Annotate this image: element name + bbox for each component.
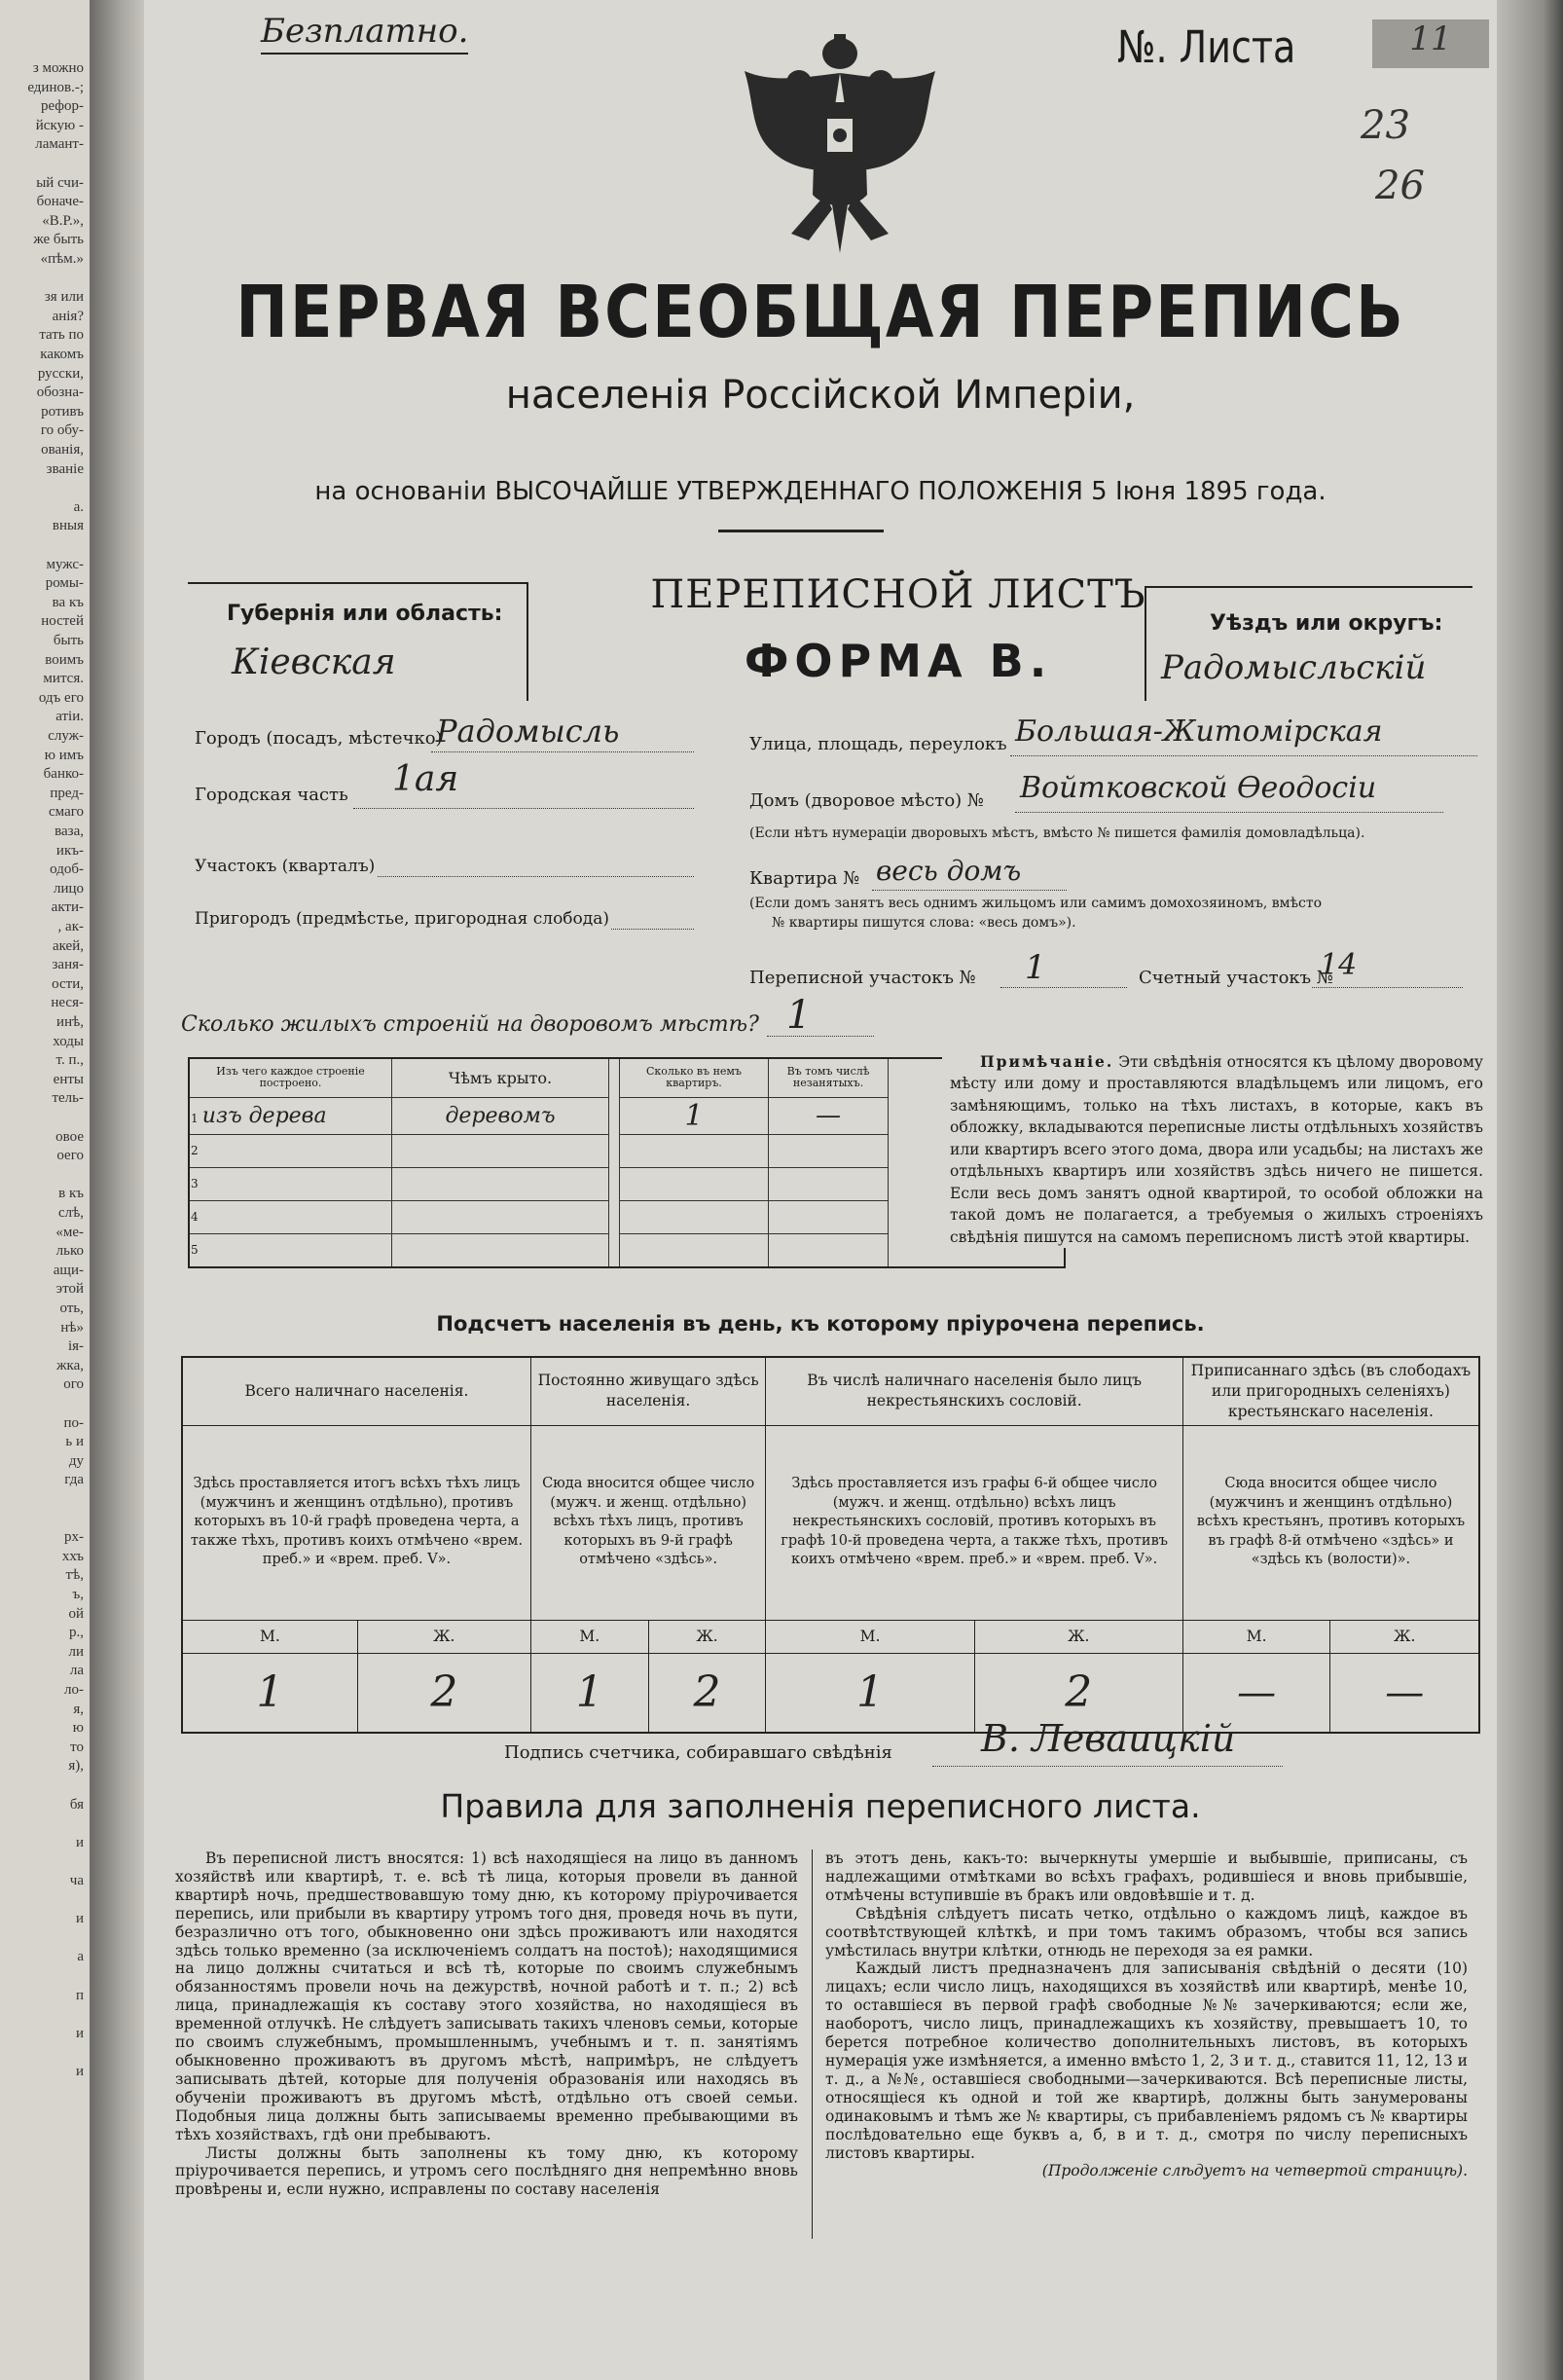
margin-text-line: смаго [49,804,84,821]
female-header: Ж. [974,1620,1182,1653]
street-value[interactable]: Большая-Житомірская [1015,714,1383,749]
margin-text-line: оего [56,1148,84,1164]
margin-text-line: нѣ» [60,1319,84,1336]
page-stack-edge [1497,0,1563,2380]
col-desc-peasant: Сюда вносится общее число (мужчинъ и женщинъ отдѣльно) всѣхъ крестьянъ, противъ которыхъ въ графѣ 8-й отмѣчено «здѣсь» и «здѣсь къ (волости)». [1182,1425,1479,1620]
margin-text-line: ія- [67,1338,84,1355]
margin-text-line: я), [68,1758,84,1775]
page-subtitle: населенія Россійской Имперіи, [505,373,1136,418]
margin-text-line: мится. [43,671,84,687]
house-value[interactable]: Войтковской Өеодосіи [1020,771,1377,805]
col-head-total: Всего наличнаго населенія. [182,1357,530,1425]
buildings-table [188,1057,1066,1268]
margin-text-line: русски, [37,365,84,382]
female-header: Ж. [357,1620,530,1653]
row-number: 4 [191,1209,199,1224]
note-title: Примѣчаніе. [980,1052,1114,1071]
row-number: 1 [191,1111,199,1125]
margin-text-line: тать по [39,327,84,344]
peasant-male-count[interactable]: — [1182,1653,1330,1733]
col-desc-non-peasant: Здѣсь проставляется изъ графы 6-й общее число (мужч. и женщ. отдѣльно) всѣхъ лицъ некрестьянскихъ сословій, противъ которыхъ въ графѣ 10-й проведена черта, а также тѣхъ, противъ коихъ отмѣчено «врем. преб.» и «врем. преб. V». [766,1425,1182,1620]
margin-text-line: бя [69,1796,84,1812]
margin-text-line: тель- [52,1090,84,1107]
margin-text-line: обозна- [36,384,84,401]
margin-text-line: анія? [52,308,84,324]
legal-basis: на основаніи ВЫСОЧАЙШЕ УТВЕРЖДЕННАГО ПОЛОЖЕНІЯ 5 Іюня 1895 года. [314,477,1327,506]
margin-text-line: одъ его [38,689,84,706]
margin-text-line: ъ, [72,1587,84,1602]
district-label: Уѣздъ или округъ: [1210,611,1443,636]
margin-text-line: неся- [51,995,84,1011]
margin-text-line: пред- [50,785,84,801]
margin-text-line: ламант- [35,136,84,153]
margin-text-line: ости, [52,975,84,992]
province-label: Губернія или область: [227,602,503,626]
margin-text-line: слѣ, [57,1205,84,1221]
province-box [188,582,528,701]
margin-text-line: служ- [48,728,84,744]
row-number: 2 [191,1143,199,1157]
roof-cell[interactable]: деревомъ [392,1097,609,1134]
margin-text-line: «В.Р.», [42,212,84,229]
city-part-value[interactable]: 1ая [392,759,459,799]
margin-text-line: ащи- [53,1262,84,1278]
margin-text-line: рх- [64,1529,84,1546]
margin-text-line: званіе [46,460,84,477]
form-title: ПЕРЕПИСНОЙ ЛИСТЪ [650,572,1146,617]
free-label: Безплатно. [261,12,468,55]
suburb-label: Пригородъ (предмѣстье, пригородная слобода) [195,909,610,929]
signature-value[interactable]: В. Леваицкій [981,1717,1236,1760]
margin-text-line: акти- [51,899,84,916]
table-row [189,1134,1065,1167]
margin-text-line: ый счи- [36,174,84,191]
buildings-answer[interactable]: 1 [786,993,812,1038]
margin-text-line: и [75,2064,84,2079]
margin-text-line: воимъ [45,651,84,668]
count-district-label: Счетный участокъ № [1139,968,1333,988]
district-value[interactable]: Радомысльскій [1161,648,1427,687]
rules-paragraph: Листы должны быть заполнены къ тому дню, къ которому пріурочивается перепись, и утромъ сего послѣдняго дня непремѣнно вновь провѣрены и, если нужно, исправлены по составу населенія [175,2143,798,2199]
table-row [189,1167,1065,1200]
house-label: Домъ (дворовое мѣсто) № [749,790,984,811]
col-head-non-peasant: Въ числѣ наличнаго населенія было лицъ некрестьянскихъ сословій. [766,1357,1182,1425]
margin-text-line: жка, [56,1357,84,1373]
margin-text-line: «ме- [55,1224,84,1240]
sheet-number-label: №. Листа [1117,21,1296,73]
apartment-note-1: (Если домъ занятъ весь однимъ жильцомъ или самимъ домохозяиномъ, вмѣсто [749,896,1323,911]
margin-text-line: банко- [43,766,84,783]
margin-text-line: инѣ, [56,1014,84,1030]
margin-text-line: и [75,2025,84,2041]
apartment-note-2: № квартиры пишутся слова: «весь домъ»). [772,915,1076,931]
margin-text-line: оть, [59,1300,84,1316]
margin-text-line: ой [68,1605,84,1622]
margin-text-line: быть [53,633,84,648]
col-desc-total: Здѣсь проставляется итогъ всѣхъ тѣхъ лицъ (мужчинъ и женщинъ отдѣльно), противъ которыхъ въ 10-й графѣ проведена черта, а также тѣхъ, противъ коихъ отмѣчено «врем. преб.» и «врем. преб. V». [182,1425,530,1620]
margin-text-line: акей, [52,937,84,954]
margin-text-line: же быть [33,232,84,248]
table-row [189,1097,1065,1134]
rules-left-column [175,1849,798,2199]
margin-text-line: т. п., [55,1052,84,1069]
total-male-count[interactable]: 1 [182,1653,357,1733]
margin-text-line: овое [55,1128,84,1145]
margin-text-line: атіи. [55,709,84,725]
margin-text-line: то [70,1739,84,1755]
margin-text-line: ромы- [45,575,84,592]
margin-text-line: тѣ, [65,1567,84,1584]
vacant-cell[interactable]: — [769,1097,889,1134]
margin-text-line: ла [69,1663,84,1679]
margin-text-line: ваза, [55,824,84,839]
margin-text-line: лько [55,1243,84,1260]
census-summary-title: Подсчетъ населенія въ день, къ которому пріурочена перепись. [436,1312,1205,1336]
rules-right-column [825,1849,1468,2180]
margin-text-line: зя или [44,289,84,306]
sheet-number-value: 11 [1372,19,1489,68]
table-row [189,1233,1065,1267]
male-header: М. [1182,1620,1330,1653]
margin-text-line: икъ- [55,842,84,859]
margin-text-line: заня- [52,957,84,973]
row-number: 3 [191,1176,199,1190]
rules-paragraph: Въ переписной листъ вносятся: 1) всѣ находящіеся на лицо въ данномъ хозяйствѣ или квартирѣ, т. е. всѣ тѣ лица, которыя провели въ данной квартирѣ ночь, предшествовавшую тому дню, къ которому пріурочивается перепись, или прибыли въ квартиру утромъ того дня, проведя ночь въ пути, безразлично отъ того, обыкновенно они здѣсь проживаютъ или находятся здѣсь только временно (за исключеніемъ солдатъ на постоѣ); находящимися на лицо должны считаться и всѣ тѣ, которые по своимъ служебнымъ обязанностямъ провели ночь на дежурствѣ, ночной работѣ и т. п.; 2) всѣ лица, принадлежащія къ составу этого хозяйства, но находящіеся въ временной отлучкѣ. Не слѣдуетъ записывать такихъ членовъ семьи, которые по своимъ служебнымъ, промышленнымъ, учебнымъ и т. п. занятіямъ обыкновенно проживаютъ въ другомъ мѣстѣ, напримѣръ, не слѣдуетъ записывать дѣтей, которые для полученія образованія или находясь въ обученіи проживаютъ въ другомъ мѣстѣ, отдѣльно отъ своей семьи. Подобныя лица должны быть записываемы временно пребывающими въ тѣхъ хозяйствахъ, гдѣ они пребываютъ. [175,1849,798,2143]
rules-paragraph: въ этотъ день, какъ-то: вычеркнуты умершіе и выбывшіе, приписаны, съ надлежащими отмѣтками во всѣхъ графахъ, родившіеся и вновь прибывшіе, отмѣчены вступившіе въ бракъ или овдовѣвшіе и т. д. [825,1849,1468,1904]
margin-text-line: и [75,1911,84,1927]
margin-text-line: ххъ [61,1548,84,1564]
census-district-value[interactable]: 1 [1025,948,1046,987]
margin-text-line: рефор- [40,98,84,115]
margin-text-line: го обу- [40,422,84,439]
apartment-label: Квартира № [749,868,860,889]
page-binding-fold [90,0,146,2380]
rules-paragraph: Каждый листъ предназначенъ для записыванія свѣдѣній о десяти (10) лицахъ; если число лицъ, находящихся въ хозяйствѣ или квартирѣ, менѣе 10, то оставшіеся въ первой графѣ свободные №№ зачеркиваются; если же, наоборотъ, число лицъ, принадлежащихъ къ хозяйству, превышаетъ 10, то берется потребное количество дополнительныхъ листовъ, въ которыхъ нумерація уже измѣняется, а именно вмѣсто 1, 2, 3 и т. д., ставится 11, 12, 13 и т. д., а №№, оставшіеся свободными—зачеркиваются. Всѣ переписные листы, относящіеся къ одной и той же квартирѣ, должны быть занумерованы одинаковымъ и тѣмъ же № квартиры, съ прибавленіемъ рядомъ съ № квартиры послѣдовательно еще буквъ а, б, в и т. д., смотря по числу переписныхъ листовъ квартиры. [825,1959,1468,2162]
col-head-peasant: Приписаннаго здѣсь (въ слободахъ или пригородныхъ селеніяхъ) крестьянскаго населенія. [1182,1357,1479,1425]
buildings-note [942,1051,1483,1248]
margin-text-line: п [75,1987,84,2003]
margin-text-line: ованія, [41,442,84,458]
block-label: Участокъ (кварталъ) [195,857,376,876]
margin-text-line: ло- [64,1682,84,1698]
margin-text-line: а [77,1949,84,1965]
rules-paragraph: Свѣдѣнія слѣдуетъ писать четко, отдѣльно о каждомъ лицѣ, каждое въ соотвѣтствующей клѣткѣ, и при томъ такимъ образомъ, чтобы вся запись умѣстилась внутри клѣтки, отнюдь не переходя за ея рамки. [825,1904,1468,1959]
buildings-header-roof: Чѣмъ крыто. [392,1058,609,1097]
province-value[interactable]: Кіевская [232,642,396,682]
female-header: Ж. [648,1620,766,1653]
col-head-permanent: Постоянно живущаго здѣсь населенія. [530,1357,766,1425]
margin-text-line: з можно [32,60,84,76]
margin-text-line: , ак- [57,919,84,934]
margin-text-line: енты [53,1071,84,1087]
non-peasant-male-count[interactable]: 1 [766,1653,974,1733]
apartment-value[interactable]: весь домъ [876,855,1022,887]
suburb-field[interactable] [611,929,694,930]
buildings-header-apartments: Сколько въ немъ квартиръ. [620,1058,769,1097]
male-header: М. [530,1620,648,1653]
col-desc-permanent: Сюда вносится общее число (мужч. и женщ. отдѣльно) всѣхъ тѣхъ лицъ, противъ которыхъ въ 9-й графѣ отмѣчено «здѣсь». [530,1425,766,1620]
row-number: 5 [191,1242,199,1257]
margin-text-line: я, [73,1701,84,1717]
margin-text-line: по- [63,1414,84,1431]
margin-text-line: ь и [65,1434,84,1450]
margin-text-line: ли [68,1643,84,1660]
house-note: (Если нѣтъ нумераціи дворовыхъ мѣстъ, вмѣсто № пишется фамилія домовладѣльца). [749,825,1365,841]
corner-number-1: 23 [1361,103,1410,148]
margin-text-line: боначе- [36,194,84,210]
margin-text-line: в къ [58,1186,84,1202]
margin-text-line: одоб- [50,861,84,878]
rules-title: Правила для заполненія переписного листа. [440,1787,1201,1825]
buildings-question: Сколько жилыхъ строеній на дворовомъ мѣстѣ? [181,1012,759,1037]
non-peasant-female-count[interactable]: 2 [974,1653,1182,1733]
permanent-female-count[interactable]: 2 [648,1653,766,1733]
female-header: Ж. [1330,1620,1479,1653]
peasant-female-count[interactable]: — [1330,1653,1479,1733]
city-value[interactable]: Радомысль [436,713,620,750]
margin-text-line: единов.-; [27,79,84,95]
city-part-label: Городская часть [195,785,348,805]
rules-continued: (Продолженіе слѣдуетъ на четвертой страницѣ). [1041,2162,1468,2180]
block-field[interactable] [378,876,694,877]
margin-text-line: ходы [53,1033,84,1049]
margin-text-line: ю [72,1720,84,1737]
divider [718,530,884,532]
count-district-value[interactable]: 14 [1320,948,1358,982]
rules-column-divider [812,1849,813,2239]
census-form-page [144,0,1497,2380]
buildings-header-material: Изъ чего каждое строеніе построено. [189,1058,392,1097]
margin-text-line: вныя [52,518,84,534]
form-name: ФОРМА В. [744,635,1053,687]
buildings-header-vacant: Въ томъ числѣ незанятыхъ. [769,1058,889,1097]
margin-text-line: р., [69,1625,84,1641]
apartments-cell[interactable]: 1 [620,1097,769,1134]
margin-text-line: лицо [53,880,84,897]
census-summary-table [181,1356,1480,1734]
double-headed-eagle-icon [733,24,947,258]
material-cell[interactable]: изъ дерева [201,1103,327,1128]
margin-text-line: ностей [41,613,84,630]
total-female-count[interactable]: 2 [357,1653,530,1733]
margin-text-line: этой [55,1281,84,1298]
margin-text-line: мужс- [46,556,84,572]
signature-label: Подпись счетчика, собиравшаго свѣдѣнія [504,1742,892,1763]
note-text: Эти свѣдѣнія относятся къ цѣлому дворовому мѣсту или дому и проставляются владѣльцемъ или лицомъ, его замѣняющимъ, только на тѣхъ листахъ, в которые, какъ въ обложку, вкладываются переписные листы отдѣльныхъ хозяйствъ или квартиръ всего этого дома, двора или усадьбы; на листахъ же отдѣльныхъ квартиръ или хозяйствъ здѣсь ничего не пишется. Если весь домъ занятъ одной квартирой, то особой обложки на такой домъ не полагается, а требуемыя о жилыхъ строеніяхъ свѣдѣнія пишутся на самомъ переписномъ листѣ этой квартиры. [950,1053,1484,1246]
margin-text-line: ого [63,1376,84,1393]
page-title: ПЕРВАЯ ВСЕОБЩАЯ ПЕРЕПИСЬ [236,272,1405,355]
margin-text-line: какомъ [40,347,84,362]
margin-text-line: «пѣм.» [40,251,84,267]
margin-text-line: ча [69,1873,84,1888]
corner-number-2: 26 [1375,164,1425,208]
margin-text-line: ва къ [52,594,84,610]
city-label: Городъ (посадъ, мѣстечко) [195,728,443,749]
census-district-label: Переписной участокъ № [749,968,976,988]
margin-text-line: гда [64,1472,84,1488]
margin-text-line: ротивъ [41,403,84,420]
male-header: М. [182,1620,357,1653]
margin-text-line: и [75,1834,84,1850]
margin-text-line: йскую - [35,117,84,133]
margin-text-line: ю имъ [44,747,84,763]
margin-text-line: ду [68,1452,84,1469]
street-label: Улица, площадь, переулокъ [749,734,1007,754]
adjacent-page-edge [0,0,90,2380]
male-header: М. [766,1620,974,1653]
permanent-male-count[interactable]: 1 [530,1653,648,1733]
table-row [189,1200,1065,1233]
margin-text-line: а. [73,498,84,515]
